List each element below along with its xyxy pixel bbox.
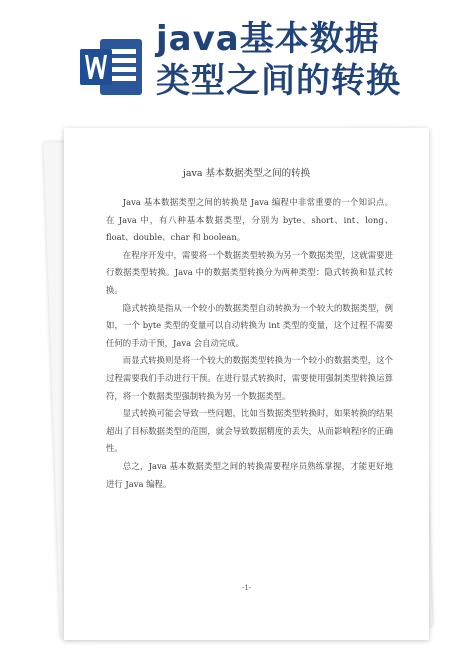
headline-line-1: java基本数据 — [156, 19, 380, 59]
paragraph: 显式转换可能会导致一些问题，比如当数据类型转换时，如果转换的结果超出了目标数据类型的范围，就会导致数据精度的丢失，从而影响程序的正确性。 — [106, 408, 393, 454]
headline-line-2: 类型之间的转换 — [156, 61, 401, 101]
paragraph: Java 基本数据类型之间的转换是 Java 编程中非常重要的一个知识点。在 Java 中，有八种基本数据类型，分别为 byte、short、int、long、float、double、char 和 boolean。 — [106, 197, 393, 243]
document-title: java 基本数据类型之间的转换 — [182, 168, 311, 179]
page-number: -1- — [241, 584, 252, 592]
paragraph: 隐式转换是指从一个较小的数据类型自动转换为一个较大的数据类型，例如，一个 byte 类型的变量可以自动转换为 int 类型的变量，这个过程不需要任何的手动干预，Java 会自动完成。 — [106, 302, 393, 348]
document-body — [106, 194, 393, 493]
paragraph: 在程序开发中，需要将一个数据类型转换为另一个数据类型，这就需要进行数据类型转换。Java 中的数据类型转换分为两种类型：隐式转换和显式转换。 — [106, 249, 393, 295]
paragraph: 总之，Java 基本数据类型之间的转换需要程序员熟练掌握，才能更好地进行 Java 编程。 — [106, 460, 393, 489]
document-page — [64, 128, 429, 640]
paragraph: 而显式转换则是将一个较大的数据类型转换为一个较小的数据类型，这个过程需要我们手动进行干预。在进行显式转换时，需要使用强制类型转换运算符，将一个数据类型强制转换为另一个数据类型。 — [106, 355, 393, 401]
